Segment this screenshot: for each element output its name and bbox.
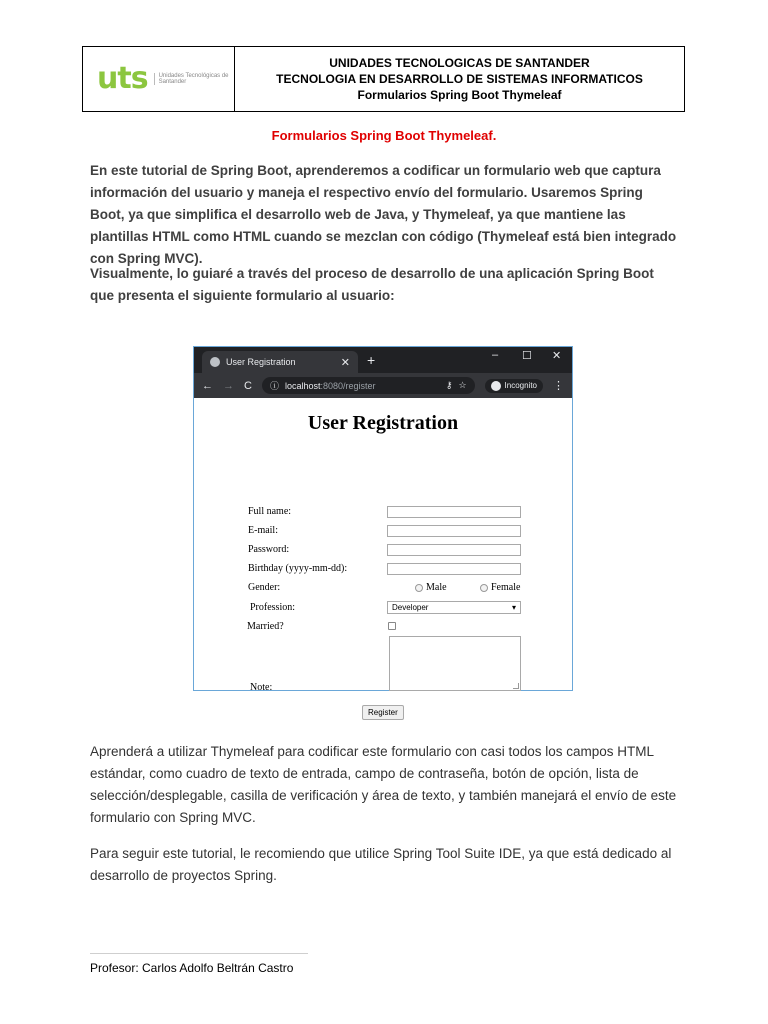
radio-label-female: Female — [491, 582, 521, 593]
radio-icon[interactable] — [480, 584, 488, 592]
footer-professor: Profesor: Carlos Adolfo Beltrán Castro — [90, 961, 294, 975]
label-gender: Gender: — [248, 582, 281, 593]
incognito-icon — [491, 381, 501, 391]
form-heading: User Registration — [307, 412, 459, 434]
label-password: Password: — [248, 544, 290, 555]
header-line-3: Formularios Spring Boot Thymeleaf — [357, 88, 562, 102]
forward-icon[interactable]: → — [223, 379, 234, 392]
key-icon[interactable]: ⚷ — [445, 380, 453, 390]
label-full-name: Full name: — [248, 506, 292, 517]
logo-subtitle: Unidades Tecnológicas de Santander — [154, 73, 234, 86]
footer-divider — [90, 953, 308, 954]
married-checkbox[interactable] — [388, 622, 396, 630]
incognito-label: Incognito — [504, 381, 537, 390]
label-birthday: Birthday (yyyy-mm-dd): — [248, 563, 348, 574]
browser-toolbar — [194, 373, 572, 398]
browser-tabbar — [194, 347, 572, 373]
full-name-input[interactable] — [387, 506, 521, 518]
profession-selected: Developer — [392, 603, 429, 612]
label-email: E-mail: — [248, 525, 278, 536]
info-icon: ⓘ — [269, 381, 279, 391]
page-content — [194, 398, 572, 717]
star-icon[interactable]: ☆ — [458, 380, 467, 390]
browser-screenshot — [193, 346, 573, 717]
register-button[interactable]: Register — [362, 705, 404, 720]
url-host: localhost — [284, 380, 321, 391]
browser-tab[interactable] — [202, 351, 358, 373]
password-input[interactable] — [387, 544, 521, 556]
paragraph-recommend: Para seguir este tutorial, le recomiendo que utilice Spring Tool Suite IDE, ya que está dedicado al desarrollo de proyectos Spring. — [90, 846, 672, 883]
note-textarea[interactable] — [389, 636, 521, 691]
paragraph-visual: Visualmente, lo guiaré a través del proceso de desarrollo de una aplicación Spring Boot que presenta el siguiente formulario al usuario: — [90, 266, 654, 303]
document-header — [82, 46, 685, 112]
logo-text: uts — [97, 61, 148, 96]
email-input[interactable] — [387, 525, 521, 537]
window-close-icon[interactable]: ✕ — [552, 350, 562, 362]
globe-icon — [210, 357, 220, 367]
radio-female[interactable] — [480, 582, 520, 593]
dropdown-arrow-icon: ▾ — [511, 603, 516, 612]
paragraph-learn: Aprenderá a utilizar Thymeleaf para codificar este formulario con casi todos los campos HTML estándar, como cuadro de texto de entrada, campo de contraseña, botón de opción, lista de selección/desplegable, casilla de verificación y área de texto, y también manejará el envío de este formulario con Spring MVC. — [90, 744, 677, 825]
menu-icon[interactable]: ⋮ — [553, 380, 564, 392]
address-bar[interactable] — [262, 377, 475, 394]
new-tab-icon[interactable]: + — [367, 352, 376, 368]
document-title: Formularios Spring Boot Thymeleaf. — [271, 128, 497, 143]
profession-select[interactable] — [387, 601, 521, 614]
label-note: Note: — [250, 682, 273, 693]
url-path: :8080/register — [320, 380, 376, 391]
tab-title: User Registration — [226, 357, 296, 367]
birthday-input[interactable] — [387, 563, 521, 575]
radio-icon[interactable] — [415, 584, 423, 592]
back-icon[interactable]: ← — [202, 379, 213, 392]
header-titles — [235, 47, 684, 111]
close-icon[interactable]: ✕ — [340, 356, 350, 369]
minimize-icon[interactable]: – — [492, 349, 499, 361]
label-married: Married? — [247, 621, 284, 632]
incognito-badge[interactable] — [485, 379, 543, 393]
logo — [83, 47, 235, 111]
reload-icon[interactable]: C — [244, 379, 252, 392]
radio-male[interactable] — [415, 582, 447, 593]
label-profession: Profession: — [250, 602, 295, 613]
radio-label-male: Male — [426, 582, 447, 593]
header-line-1: UNIDADES TECNOLOGICAS DE SANTANDER — [329, 56, 590, 70]
paragraph-intro: En este tutorial de Spring Boot, aprenderemos a codificar un formulario web que captura información del usuario y maneja el respectivo envío del formulario. Usaremos Spring Boot, ya que simplifica el desarrollo web de Java, y Thymeleaf, ya que mantiene las plantillas HTML como HTML cuando se mezclan con código (Thymeleaf está bien integrado con Spring MVC). — [90, 163, 677, 266]
header-line-2: TECNOLOGIA EN DESARROLLO DE SISTEMAS INFORMATICOS — [276, 72, 643, 86]
maximize-icon[interactable]: ☐ — [522, 350, 532, 362]
